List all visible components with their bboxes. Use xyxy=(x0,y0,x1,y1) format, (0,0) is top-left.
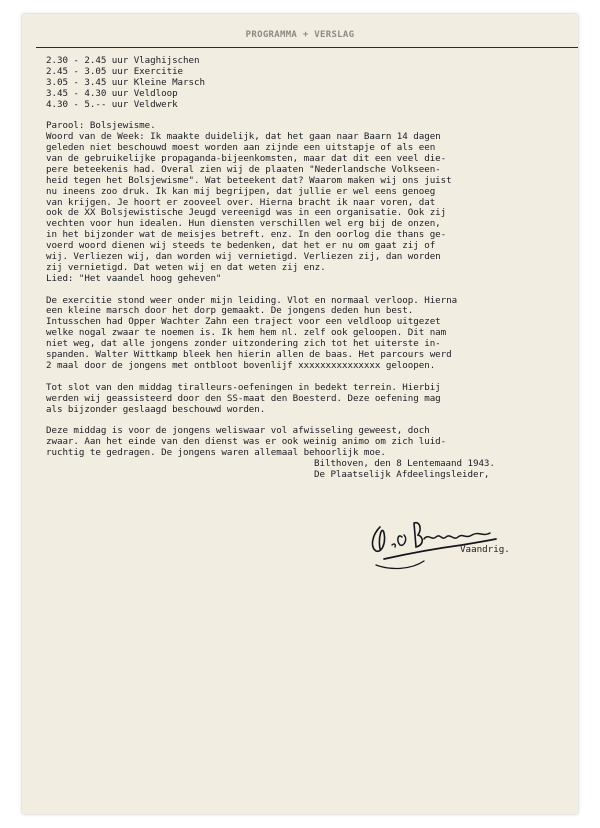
spacer xyxy=(46,285,566,296)
text-line: Deze middag is voor de jongens weliswaar vol afwisseling geweest, doch xyxy=(46,425,430,437)
text-line: geleden niet beschouwd moest worden aan zijnde een uitstapje of als een xyxy=(46,142,436,154)
text-line: pere beteekenis had. Overal zien wij de plaaten "Nederlandsche Volkseen- xyxy=(46,163,441,175)
closing-block xyxy=(46,459,566,481)
header-rule xyxy=(36,47,578,48)
schedule-line: 4.30 - 5.-- uur Veldwerk xyxy=(46,98,178,110)
text-line: 2 maal door de jongens met ontbloot bovenlijf xxxxxxxxxxxxxxx geloopen. xyxy=(46,359,436,371)
page-header-title: PROGRAMMA + VERSLAG xyxy=(245,30,355,40)
handwritten-signature xyxy=(362,507,502,577)
text-line: Lied: "Het vaandel hoog geheven" xyxy=(46,272,222,284)
schedule-line: 3.45 - 4.30 uur Veldloop xyxy=(46,87,178,99)
text-line: De exercitie stond weer onder mijn leiding. Vlot en normaal verloop. Hierna xyxy=(46,294,458,306)
signer-role: De Plaatselijk Afdeelingsleider, xyxy=(314,468,490,480)
text-line: van krijgen. Je hoort er zooveel over. Hierna bracht ik naar voren, dat xyxy=(46,196,436,208)
schedule-line: 2.45 - 3.05 uur Exercitie xyxy=(46,65,184,77)
text-line: ruchtig te gedragen. De jongens waren allemaal behoorlijk moe. xyxy=(46,447,386,459)
text-line: Intusschen had Opper Wachter Zahn een traject voor een veldloop uitgezet xyxy=(46,316,441,328)
document-sheet xyxy=(22,14,578,814)
text-line: welke nogal zwaar te noemen is. Ik hem hem nl. zelf ook geloopen. Dit nam xyxy=(46,327,447,339)
text-line: werden wij geassisteerd door den SS-maat den Boesterd. Deze oefening mag xyxy=(46,392,441,404)
paragraph-tot-slot xyxy=(46,383,566,416)
paragraph-conclusion xyxy=(46,426,566,459)
text-line: spanden. Walter Wittkamp bleek hen hierin allen de baas. Het parcours werd xyxy=(46,349,452,361)
text-line: Parool: Bolsjewisme. xyxy=(46,120,156,132)
schedule-line: 3.05 - 3.45 uur Kleine Marsch xyxy=(46,76,205,88)
text-line: zwaar. Aan het einde van den dienst was er ook weinig animo om zich luid- xyxy=(46,436,447,448)
text-line: in het bijzonder wat de meisjes betreft. enz. In den oorlog die thans ge- xyxy=(46,229,447,241)
text-line: voerd woord dienen wij steeds te bedenken, dat het er nu om gaat zij of xyxy=(46,240,436,252)
schedule-line: 2.30 - 2.45 uur Vlaghijschen xyxy=(46,55,200,66)
place-date: Bilthoven, den 8 Lentemaand 1943. xyxy=(314,457,495,469)
text-line: heid tegen het Bolsjewisme". Wat beteekent dat? Waarom maken wij ons juist xyxy=(46,174,452,186)
text-line: niet weg, dat alle jongens zonder uitzondering zich tot het uiterste in- xyxy=(46,338,441,350)
document-body xyxy=(46,56,566,481)
text-line: een kleine marsch door het dorp gemaakt. De jongens deden hun best. xyxy=(46,305,414,317)
text-line: wij. Verliezen wij, dan worden wij vernietigd. Verliezen zij, dan worden xyxy=(46,251,441,263)
paragraph-parool xyxy=(46,121,566,284)
paragraph-exercitie xyxy=(46,296,566,372)
text-line: nu ineens zoo druk. Ik kan mij begrijpen, dat jullie er wel eens genoeg xyxy=(46,185,436,197)
text-line: zij vernietigd. Dat weten wij en dat weten zij enz. xyxy=(46,261,326,273)
text-line: Tot slot van den middag tiralleurs-oefeningen in bedekt terrein. Hierbij xyxy=(46,381,441,393)
text-line: van de gebruikelijke propaganda-bijeenkomsten, maar dat dit een veel die- xyxy=(46,153,447,165)
signer-rank: Vaandrig. xyxy=(460,544,510,555)
text-line: vechten voor hun idealen. Hun diensten verschillen wel erg bij de onzen, xyxy=(46,218,441,230)
text-line: als bijzonder geslaagd beschouwd worden. xyxy=(46,403,266,415)
schedule-block xyxy=(46,56,566,110)
text-line: ook de XX Bolsjewistische Jeugd vereenigd was in een organisatie. Ook zij xyxy=(46,207,447,219)
text-line: Woord van de Week: Ik maakte duidelijk, dat het gaan naar Baarn 14 dagen xyxy=(46,131,441,143)
